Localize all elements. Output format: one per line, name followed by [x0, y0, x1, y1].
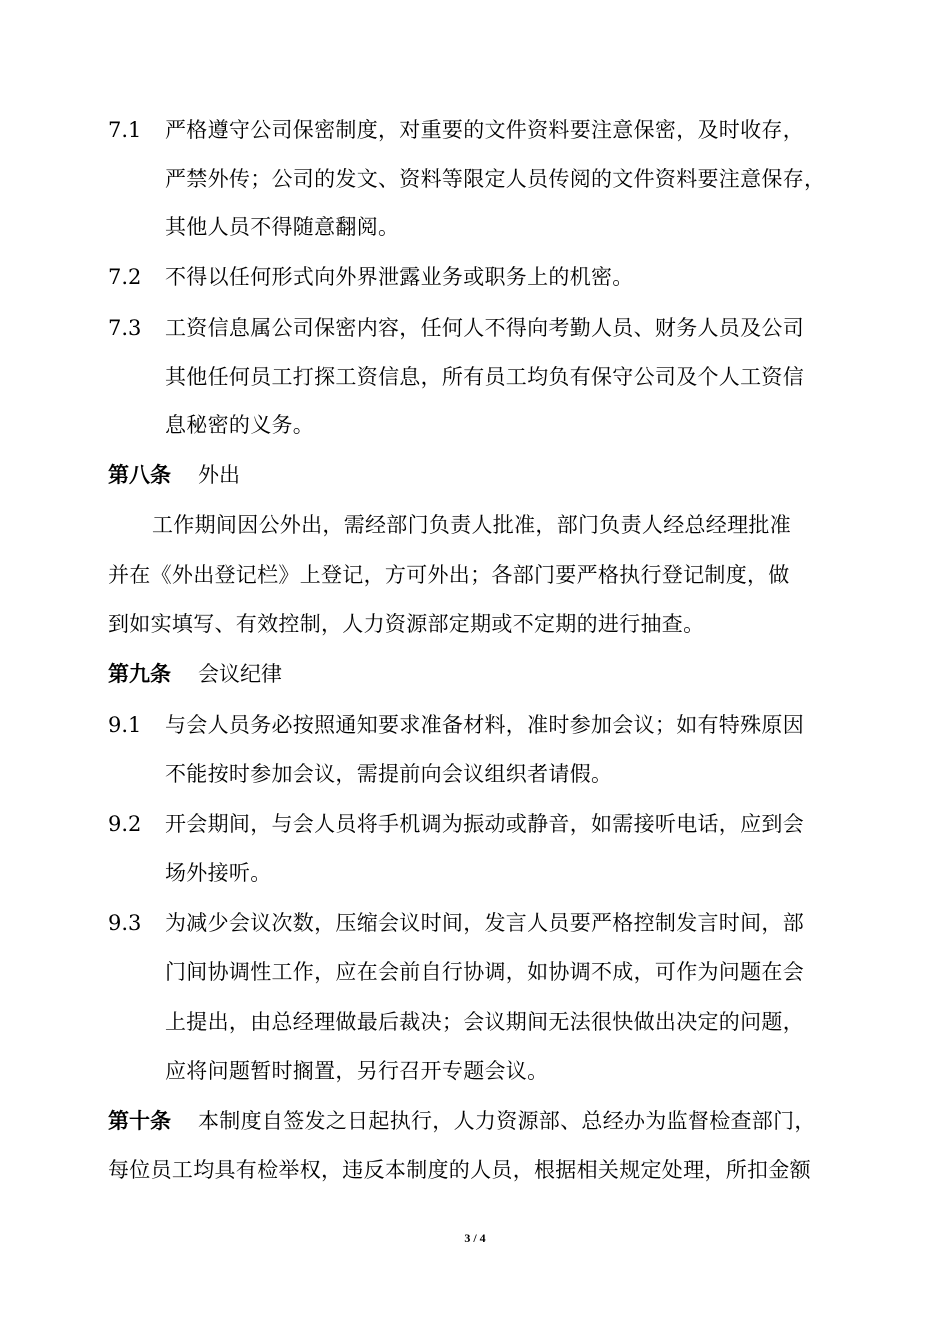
clause-number: 9.2 [108, 812, 142, 836]
clause-text-line: 不得以任何形式向外界泄露业务或职务上的机密。 [165, 265, 634, 289]
article-label: 第十条 [108, 1108, 171, 1133]
article-label: 第九条 [108, 661, 171, 686]
clause-text-line: 工资信息属公司保密内容，任何人不得向考勤人员、财务人员及公司 [165, 316, 804, 340]
clause-number: 9.1 [108, 713, 142, 737]
article-title: 外出 [198, 463, 240, 487]
clause-text-line: 场外接听。 [165, 861, 272, 885]
clause-number: 7.3 [108, 316, 142, 340]
clause-text-line: 与会人员务必按照通知要求准备材料，准时参加会议；如有特殊原因 [165, 713, 804, 737]
article-title: 会议纪律 [198, 662, 282, 686]
clause-number: 7.1 [108, 118, 142, 142]
clause-text-line: 为减少会议次数，压缩会议时间，发言人员要严格控制发言时间，部 [165, 911, 804, 935]
clause-text-line: 开会期间，与会人员将手机调为振动或静音，如需接听电话，应到会 [165, 812, 804, 836]
clause-text-line: 其他人员不得随意翻阅。 [165, 215, 400, 239]
clause-number: 9.3 [108, 911, 142, 935]
clause-text-line: 严禁外传；公司的发文、资料等限定人员传阅的文件资料要注意保存， [165, 167, 826, 191]
paragraph-line: 工作期间因公外出，需经部门负责人批准，部门负责人经总经理批准 [152, 513, 791, 537]
clause-text-line: 门间协调性工作，应在会前自行协调，如协调不成，可作为问题在会 [165, 960, 804, 984]
article-label: 第八条 [108, 462, 171, 487]
clause-text-line: 其他任何员工打探工资信息，所有员工均负有保守公司及个人工资信 [165, 365, 804, 389]
clause-number: 7.2 [108, 265, 142, 289]
clause-text-line: 息秘密的义务。 [165, 413, 315, 437]
paragraph-line: 到如实填写、有效控制，人力资源部定期或不定期的进行抽查。 [108, 612, 705, 636]
clause-text-line: 上提出，由总经理做最后裁决；会议期间无法很快做出决定的问题， [165, 1010, 804, 1034]
paragraph-line: 本制度自签发之日起执行，人力资源部、总经办为监督检查部门， [198, 1109, 816, 1133]
page-number: 3 / 4 [464, 1231, 486, 1245]
clause-text-line: 应将问题暂时搁置，另行召开专题会议。 [165, 1059, 549, 1083]
paragraph-line: 并在《外出登记栏》上登记，方可外出；各部门要严格执行登记制度，做 [108, 563, 790, 587]
clause-text-line: 严格遵守公司保密制度，对重要的文件资料要注意保密，及时收存， [165, 118, 804, 142]
paragraph-line: 每位员工均具有检举权，违反本制度的人员，根据相关规定处理，所扣金额 [108, 1158, 811, 1182]
clause-text-line: 不能按时参加会议，需提前向会议组织者请假。 [165, 762, 613, 786]
